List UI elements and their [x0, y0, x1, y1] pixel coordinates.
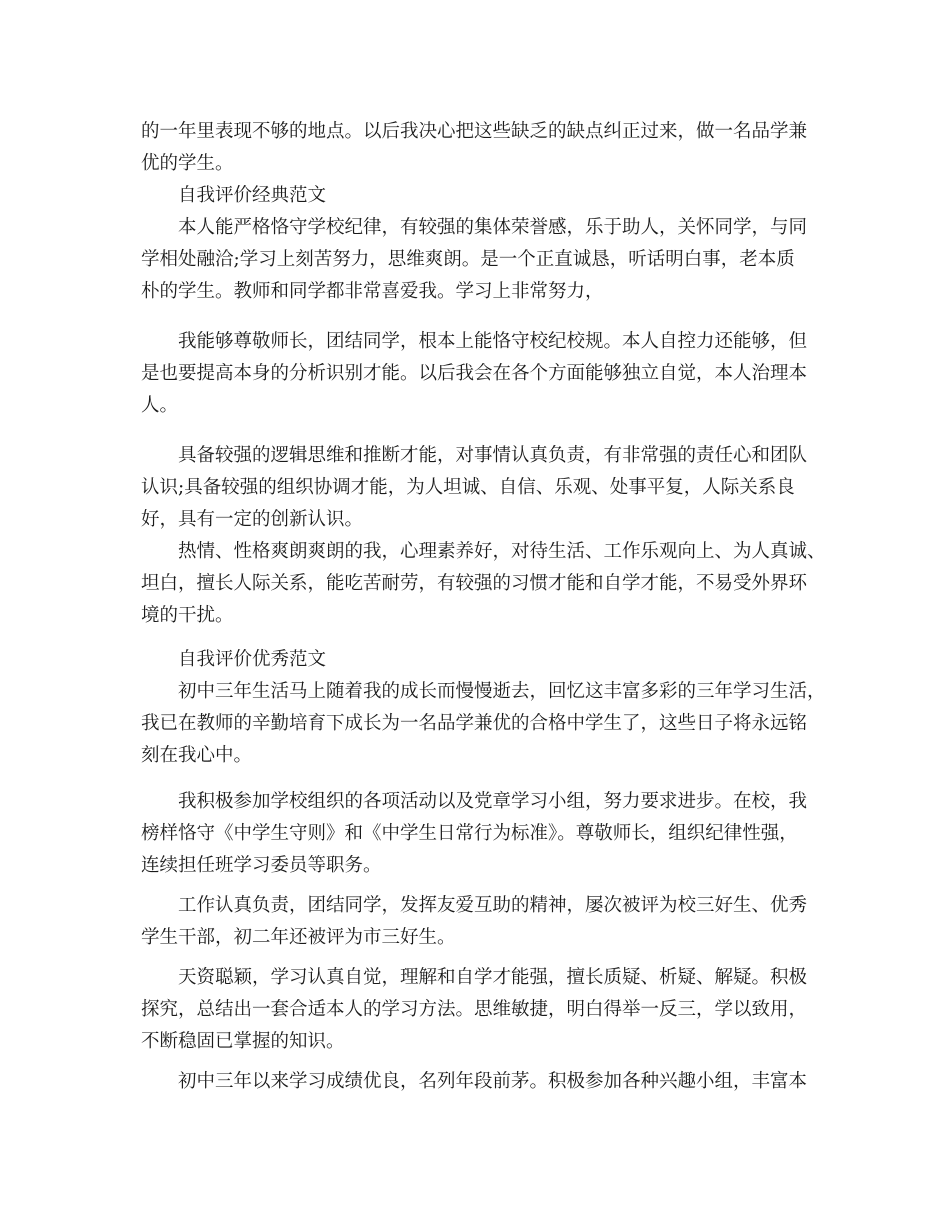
text-line: 热情、性格爽朗爽朗的我，心理素养好，对待生活、工作乐观向上、为人真诚、 [178, 541, 826, 562]
text-line: 我积极参加学校组织的各项活动以及党章学习小组，努力要求进步。在校，我 [178, 791, 808, 812]
text-line: 优的学生。 [141, 153, 234, 174]
text-line: 人。 [141, 395, 179, 416]
text-line: 工作认真负责，团结同学，发挥友爱互助的精神，屡次被评为校三好生、优秀 [178, 895, 808, 916]
text-line: 坦白，擅长人际关系，能吃苦耐劳，有较强的习惯才能和自学才能，不易受外界环 [141, 573, 808, 594]
text-line: 学生干部，初二年还被评为市三好生。 [141, 927, 456, 948]
text-line: 学相处融洽;学习上刻苦努力，思维爽朗。是一个正直诚恳，听话明白事，老本质 [141, 249, 795, 270]
text-line: 的一年里表现不够的地点。以后我决心把这些缺乏的缺点纠正过来，做一名品学兼 [141, 121, 808, 142]
text-line: 是也要提高本身的分析识别才能。以后我会在各个方面能够独立自觉，本人治理本 [141, 363, 808, 384]
text-line: 刻在我心中。 [141, 745, 253, 766]
text-line: 探究，总结出一套合适本人的学习方法。思维敏捷，明白得举一反三，学以致用， [141, 999, 808, 1020]
text-line: 榜样恪守《中学生守则》和《中学生日常行为标准》。尊敬师长，组织纪律性强， [141, 823, 798, 844]
text-line: 连续担任班学习委员等职务。 [141, 855, 382, 876]
section-heading: 自我评价经典范文 [178, 185, 327, 206]
text-line: 具备较强的逻辑思维和推断才能，对事情认真负责，有非常强的责任心和团队 [178, 445, 808, 466]
text-line: 天资聪颖，学习认真自觉，理解和自学才能强，擅长质疑、析疑、解疑。积极 [178, 967, 808, 988]
text-line: 境的干扰。 [141, 605, 234, 626]
text-line: 初中三年生活马上随着我的成长而慢慢逝去，回忆这丰富多彩的三年学习生活， [178, 681, 826, 702]
text-line: 我能够尊敬师长，团结同学，根本上能恪守校纪校规。本人自控力还能够，但 [178, 331, 808, 352]
text-line: 好，具有一定的创新认识。 [141, 509, 364, 530]
text-line: 认识;具备较强的组织协调才能，为人坦诚、自信、乐观、处事平复，人际关系良 [141, 477, 795, 498]
text-line: 本人能严格恪守学校纪律，有较强的集体荣誉感，乐于助人，关怀同学，与同 [178, 217, 808, 238]
section-heading: 自我评价优秀范文 [178, 649, 327, 670]
text-line: 朴的学生。教师和同学都非常喜爱我。学习上非常努力， [141, 281, 604, 302]
text-line: 不断稳固已掌握的知识。 [141, 1031, 345, 1052]
text-line: 初中三年以来学习成绩优良，名列年段前茅。积极参加各种兴趣小组，丰富本 [178, 1071, 808, 1092]
text-line: 我已在教师的辛勤培育下成长为一名品学兼优的合格中学生了，这些日子将永远铭 [141, 713, 808, 734]
